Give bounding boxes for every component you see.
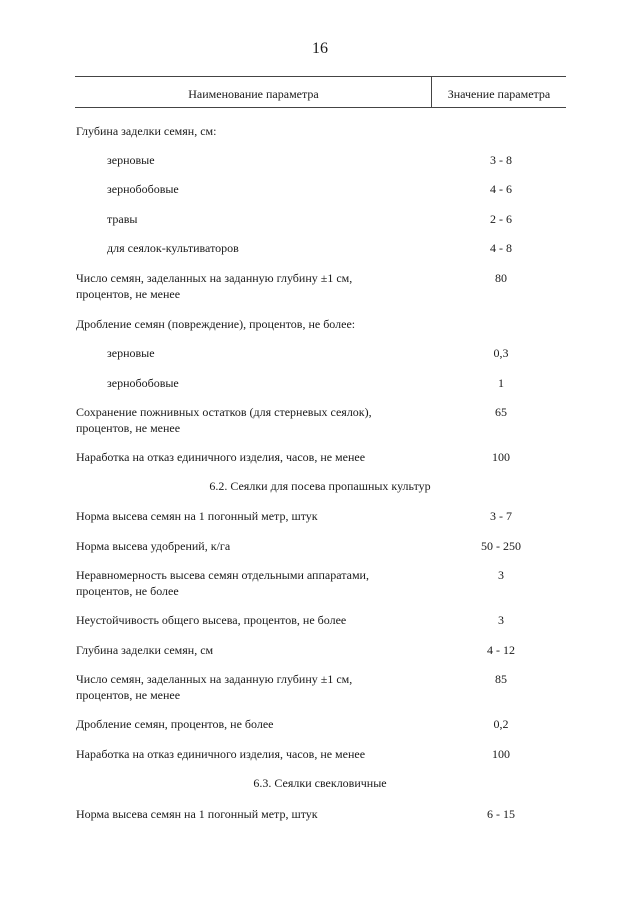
param-value: 3 - 8 [490,153,512,167]
param-value: 65 [495,405,507,419]
section-heading-6-3: 6.3. Сеялки свекловичные [253,776,387,790]
param-name: зерновые [107,153,155,167]
param-name: Дробление семян, процентов, не более [76,717,274,731]
param-value: 4 - 8 [490,241,512,255]
section-heading-6-2: 6.2. Сеялки для посева пропашных культур [209,479,431,493]
param-name [76,270,421,302]
param-name: зернобобовые [107,182,179,196]
param-name: Дробление семян (повреждение), процентов, не более: [76,317,356,331]
param-value: 2 - 6 [490,212,512,226]
param-name-line2: процентов, не менее [76,688,181,702]
param-value: 6 - 15 [487,807,515,821]
param-name: Наработка на отказ единичного изделия, часов, не менее [76,450,366,464]
param-name: Неустойчивость общего высева, процентов, не более [76,613,347,627]
param-value: 0,2 [493,717,509,731]
param-name-line1: Неравномерность высева семян отдельными аппаратами, [76,568,369,582]
param-value: 1 [498,376,504,390]
param-name: Наработка на отказ единичного изделия, часов, не менее [76,747,366,761]
param-name-line1: Число семян, заделанных на заданную глубину ±1 см, [76,672,353,686]
param-value: 0,3 [493,346,509,360]
param-name: Норма высева семян на 1 погонный метр, штук [76,807,318,821]
page-number: 16 [312,40,328,57]
param-value: 3 - 7 [490,509,512,523]
table-top-border [75,76,566,77]
table-header-bottom-border [75,107,566,108]
param-name: Глубина заделки семян, см: [76,124,217,138]
param-name-line2: процентов, не менее [76,421,181,435]
param-name: для сеялок-культиваторов [107,241,239,255]
param-name-line1: Число семян, заделанных на заданную глубину ±1 см, [76,271,353,285]
param-value: 4 - 12 [487,643,515,657]
param-name-line2: процентов, не более [76,584,179,598]
param-name [76,404,421,436]
param-value: 3 [498,613,504,627]
param-value: 4 - 6 [490,182,512,196]
param-value: 100 [492,747,510,761]
param-name: зернобобовые [107,376,179,390]
param-value: 80 [495,271,507,285]
param-name: травы [107,212,138,226]
param-value: 50 - 250 [481,539,521,553]
header-parameter-value: Значение параметра [447,87,551,101]
param-name: Норма высева удобрений, к/га [76,539,231,553]
param-value: 100 [492,450,510,464]
param-value: 85 [495,672,507,686]
param-name [76,671,421,703]
param-name [76,567,421,599]
param-value: 3 [498,568,504,582]
param-name: Норма высева семян на 1 погонный метр, штук [76,509,318,523]
param-name: зерновые [107,346,155,360]
param-name-line1: Сохранение пожнивных остатков (для стерневых сеялок), [76,405,372,419]
param-name-line2: процентов, не менее [76,287,181,301]
header-parameter-name: Наименование параметра [188,87,319,101]
param-name: Глубина заделки семян, см [76,643,214,657]
